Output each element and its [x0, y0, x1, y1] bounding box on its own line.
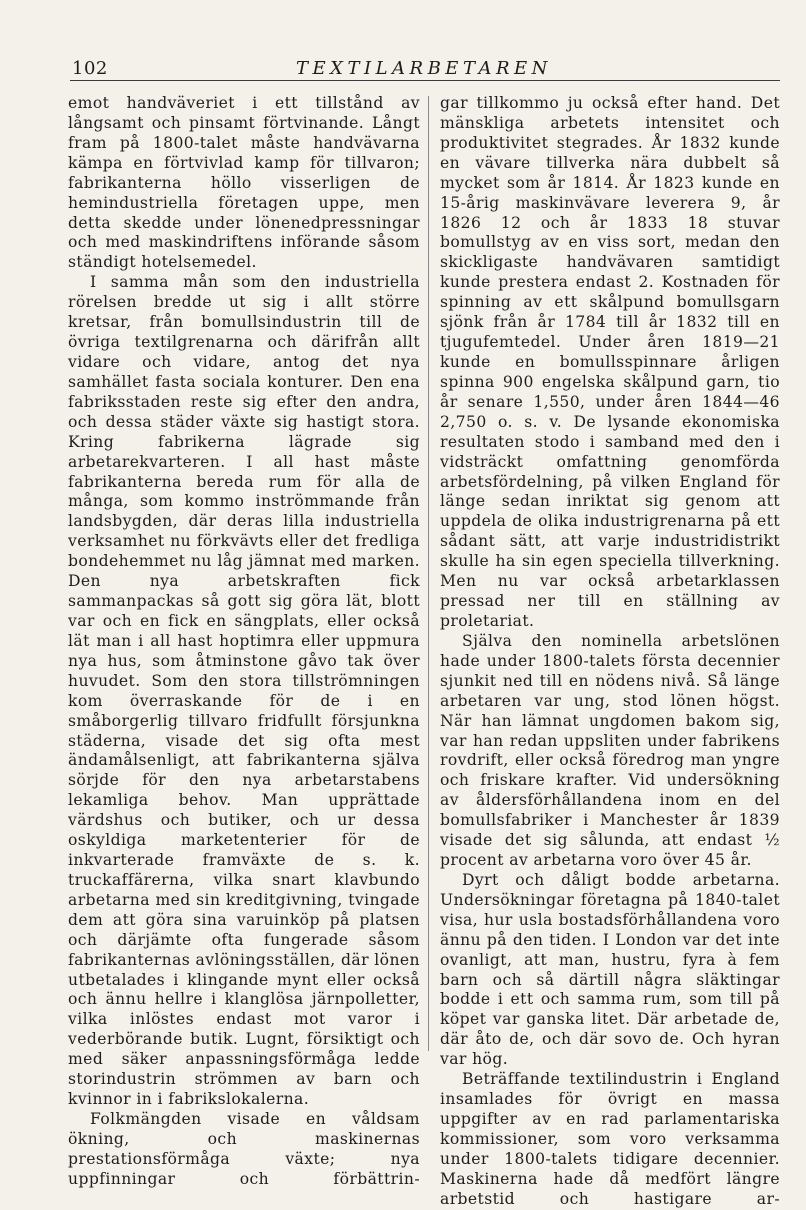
header-rule: [70, 80, 780, 81]
paragraph: Folkmängden visade en våldsam ökning, och maskinernas prestationsförmåga växte; nya uppfinningar och förbättrin-: [68, 1110, 420, 1188]
right-column: [440, 94, 780, 1210]
paragraph: gar tillkommo ju också efter hand. Det mänskliga arbetets intensitet och produktivitet stegrades. År 1832 kunde en vävare tillverka nära dubbelt så mycket som år 1814. År 1823 kunde en 15-årig maskinvävare leverera 9, år 1826 12 och år 1833 18 stuvar bomullstyg av en viss sort, medan den skickligaste handvävaren samtidigt kunde prestera endast 2. Kostnaden för spinning av ett skålpund bomullsgarn sjönk från år 1784 till år 1832 till en tjugufemtedel. Under åren 1819—21 kunde en bomullsspinnare årligen spinna 900 engelska skålpund garn, tio år senare 1,550, under åren 1844—46 2,750 o. s. v. De lysande ekonomiska resultaten stodo i samband med den i vidsträckt omfattning genomförda arbetsfördelning, på vilken England för länge sedan inriktat sig genom att uppdela de olika industrigrenarna på ett sådant sätt, att varje industridistrikt skulle ha sin egen speciella tillverkning. Men nu var också arbetarklassen pressad ner till en ställning av proletariat.: [440, 94, 780, 630]
left-column: [68, 94, 420, 1190]
column-divider: [428, 96, 429, 1051]
paragraph: Dyrt och dåligt bodde arbetarna. Undersökningar företagna på 1840-talet visa, hur usla bostadsförhållandena voro ännu på den tiden. I London var det inte ovanligt, att man, hustru, fyra à fem barn och så därtill några släktingar bodde i ett och samma rum, som till på köpet var ganska litet. Där arbetade de, där åto de, och där sovo de. Och hyran var hög.: [440, 870, 780, 1069]
paragraph: I samma mån som den industriella rörelsen bredde ut sig i allt större kretsar, från bomullsindustrin till de övriga textilgrenarna och därifrån allt vidare och vidare, antog det nya samhället fasta sociala konturer. Den ena fabriksstaden reste sig efter den andra, och dessa städer växte sig hastigt stora. Kring fabrikerna lägrade sig arbetarekvarteren. I all hast måste fabrikanterna bereda rum för alla de många, som kommo inströmmande från landsbygden, där deras lilla industriella verksamhet nu förkvävts eller det fredliga bondehemmet nu låg jämnat med marken. Den nya arbetskraften fick sammanpackas så gott sig göra lät, blott var och en fick en sängplats, eller också lät man i all hast hoptimra eller uppmura nya hus, som åtminstone gåvo tak över huvudet. Som den stora tillströmningen kom överraskande för de i en småborgerlig tillvaro fridfullt försjunkna städerna, visade det sig ofta mest ändamålsenligt, att fabrikanterna själva sörjde för den nya arbetarstabens lekamliga behov. Man upprättade värdshus och butiker, och ur dessa oskyldiga marketenterier för de inkvarterade framväxte de s. k. truckaffärerna, vilka snart klavbundo arbetarna med sin kreditgivning, tvingade dem att göra sina varuinköp på platsen och därjämte ofta fungerade såsom fabrikanternas avlöningsställen, där lönen utbetalades i klingande mynt eller också och ännu hellre i klanglösa järnpolletter, vilka inlöstes endast mot varor i vederbörande butik. Lugnt, försiktigt och med säker anpassningsförmåga ledde storindustrin strömmen av barn och kvinnor in i fabrikslokalerna.: [68, 273, 420, 1109]
paragraph: Själva den nominella arbetslönen hade under 1800-talets första decennier sjunkit ned till en nödens nivå. Så länge arbetaren var ung, stod lönen högst. När han lämnat ungdomen bakom sig, var han redan uppsliten under fabrikens rovdrift, eller också föredrog man yngre och friskare krafter. Vid undersökning av åldersförhållandena inom en del bomullsfabriker i Manchester år 1839 visade det sig sålunda, att endast ½ procent av arbetarna voro över 45 år.: [440, 631, 780, 870]
running-title: TEXTILARBETAREN: [296, 58, 552, 79]
paragraph: Beträffande textilindustrin i England insamlades för övrigt en massa uppgifter av en rad parlamentariska kommissioner, som voro verksamma under 1800-talets tidigare decennier. Maskinerna hade då medfört längre arbetstid och hastigare ar-: [440, 1070, 780, 1208]
paragraph: emot handväveriet i ett tillstånd av långsamt och pinsamt förtvinande. Långt fram på 1800-talet måste handvävarna kämpa en förtvivlad kamp för tillvaron; fabrikanterna höllo visserligen de hemindustriella företagen uppe, men detta skedde under lönenedpressningar och med maskindriftens införande såsom ständigt hotelsemedel.: [68, 94, 420, 272]
page-number: 102: [72, 58, 108, 79]
